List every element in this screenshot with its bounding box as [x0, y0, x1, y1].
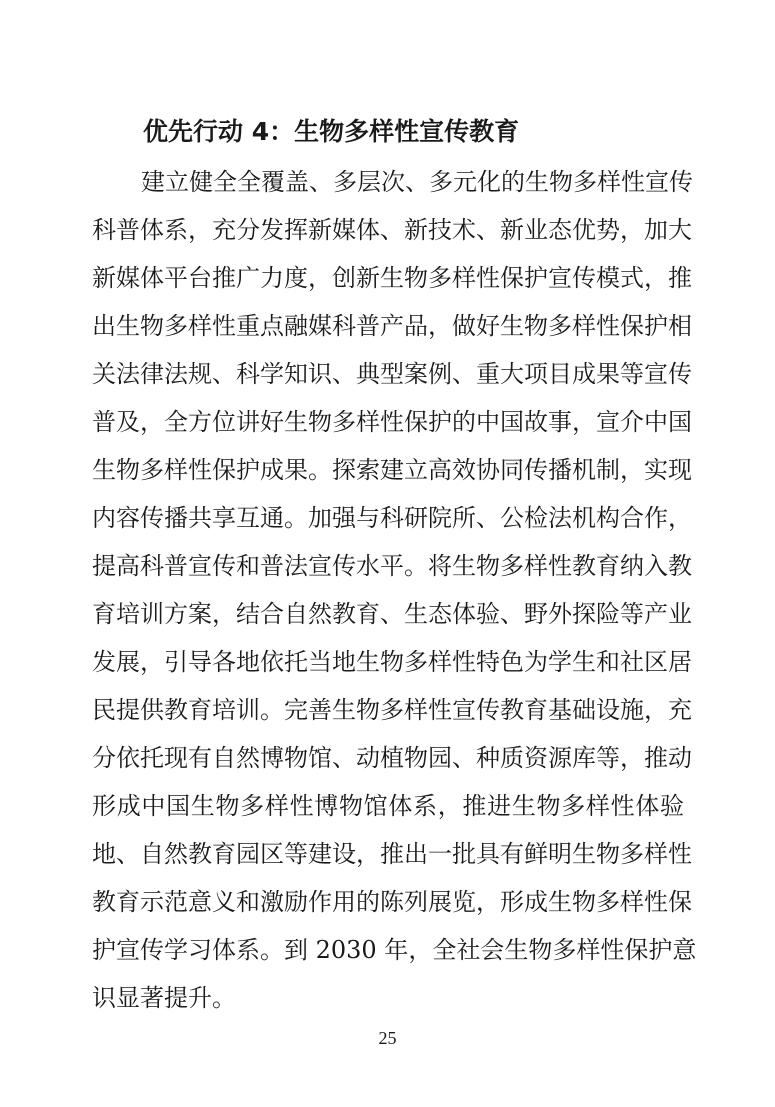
- paragraph-line: 护宣传学习体系。到 2030 年，全社会生物多样性保护意: [92, 936, 697, 964]
- paragraph-line: 民提供教育培训。完善生物多样性宣传教育基础设施，充: [92, 696, 692, 724]
- paragraph-line: 普及，全方位讲好生物多样性保护的中国故事，宣介中国: [92, 408, 692, 436]
- body-paragraph: [92, 158, 697, 1022]
- paragraph-line: 新媒体平台推广力度，创新生物多样性保护宣传模式，推: [92, 264, 692, 292]
- paragraph-line: 提高科普宣传和普法宣传水平。将生物多样性教育纳入教: [92, 552, 692, 580]
- paragraph-line: 关法律法规、科学知识、典型案例、重大项目成果等宣传: [92, 360, 692, 388]
- paragraph-line: 生物多样性保护成果。探索建立高效协同传播机制，实现: [92, 456, 692, 484]
- paragraph-line: 内容传播共享互通。加强与科研院所、公检法机构合作，: [92, 504, 692, 532]
- paragraph-line: 出生物多样性重点融媒科普产品，做好生物多样性保护相: [92, 312, 692, 340]
- paragraph-line: 建立健全全覆盖、多层次、多元化的生物多样性宣传: [141, 168, 693, 196]
- page-number: 25: [378, 1028, 397, 1048]
- section-heading: 优先行动 4：生物多样性宣传教育: [143, 117, 520, 146]
- paragraph-line: 科普体系，充分发挥新媒体、新技术、新业态优势，加大: [92, 216, 692, 244]
- paragraph-line: 教育示范意义和激励作用的陈列展览，形成生物多样性保: [92, 888, 692, 916]
- paragraph-line: 形成中国生物多样性博物馆体系，推进生物多样性体验: [92, 792, 684, 820]
- paragraph-line: 发展，引导各地依托当地生物多样性特色为学生和社区居: [92, 648, 692, 676]
- paragraph-line: 育培训方案，结合自然教育、生态体验、野外探险等产业: [92, 600, 692, 628]
- paragraph-line: 识显著提升。: [92, 984, 236, 1012]
- paragraph-line: 分依托现有自然博物馆、动植物园、种质资源库等，推动: [92, 744, 692, 772]
- paragraph-line: 地、自然教育园区等建设，推出一批具有鲜明生物多样性: [92, 840, 692, 868]
